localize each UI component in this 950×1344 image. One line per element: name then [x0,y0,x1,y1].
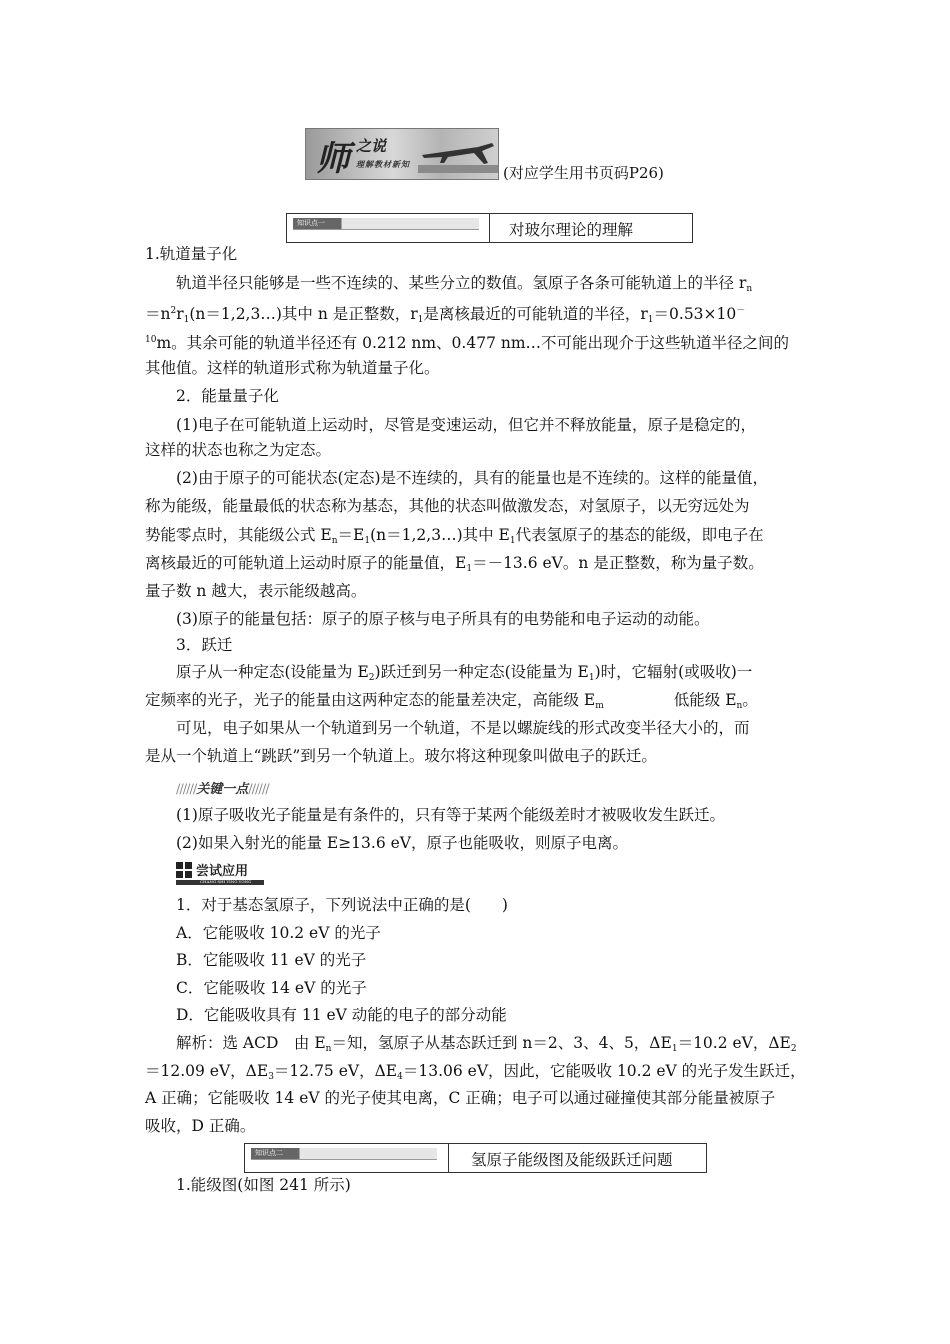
option-a: A．它能吸收 10.2 eV 的光子 [176,924,381,942]
paragraph-line: 定频率的光子，光子的能量由这两种定态的能量差决定，高能级 $E_m$ 低能级 $E_n$。 [145,691,758,711]
key-point-line: (2)如果入射光的能量 E≥13.6 eV，原子也能吸收，则原子电离。 [176,834,628,852]
paragraph-line: 轨道半径只能够是一些不连续的、某些分立的数值。氢原子各条可能轨道上的半径 $r_n$ [176,274,753,294]
grid-icon [176,862,192,878]
paragraph-line: 原子从一种定态(设能量为 $E_2$)跃迁到另一种定态(设能量为 $E_1$)时，它辐射(或吸收)一 [176,663,753,683]
paragraph-line: 是从一个轨道上“跳跃”到另一个轨道上。玻尔将这种现象叫做电子的跃迁。 [145,747,657,765]
banner-title: 之说 [356,137,387,155]
answer-line: A 正确；它能吸收 14 eV 的光子使其电离，C 正确；电子可以通过碰撞使其部分能量被原子 [145,1089,776,1107]
key-point-label: //////关键一点////// [176,782,269,797]
paragraph-line: (3)原子的能量包括：原子的原子核与电子所具有的电势能和电子运动的动能。 [176,610,710,628]
answer-line: 解析：选 ACD 由 $E_n=$知，氢原子从基态跃迁到 n＝2、3、4、5，$\Delta E_1=10.2$ eV，$\Delta E_2$ [176,1034,797,1054]
banner-subtitle: 理解教材新知 [356,159,410,169]
heading-energy-quantization: 2．能量量子化 [176,387,279,405]
knowledge-point-box-2 [244,1143,707,1173]
heading-transition: 3．跃迁 [176,636,233,654]
paragraph-line: 可见，电子如果从一个轨道到另一个轨道，不是以螺旋线的形式改变半径大小的，而 [176,719,750,737]
paragraph-line: $=n^2r_1(n=1,2,3\dots)$其中 n 是正整数，$r_1$是离核最近的可能轨道的半径，$r_1=0.53\times 10^-$ [145,305,746,325]
paragraph-line: 这样的状态也称之为定态。 [145,441,332,459]
question-stem: 1．对于基态氢原子，下列说法中正确的是( ) [176,896,508,914]
paragraph-line: 量子数 n 越大，表示能级越高。 [145,582,367,600]
option-b: B．它能吸收 11 eV 的光子 [176,951,367,969]
banner-big-char: 师 [316,139,350,179]
airplane-icon [418,133,498,173]
paragraph-line: 其他值。这样的轨道形式称为轨道量子化。 [145,359,440,377]
answer-line: 吸收，D 正确。 [145,1117,256,1135]
paragraph-line: (1)电子在可能轨道上运动时，尽管是变速运动，但它并不释放能量，原子是稳定的， [176,416,756,434]
paragraph-line: 称为能级，能量最低的状态称为基态，其他的状态叫做激发态，对氢原子，以无穷远处为 [145,497,750,515]
answer-line: ＝12.09 eV，$\Delta E_3=12.75$ eV，$\Delta E_4=13.06$ eV，因此，它能吸收 10.2 eV 的光子发生跃迁， [145,1062,806,1082]
option-d: D．它能吸收具有 11 eV 动能的电子的部分动能 [176,1006,507,1024]
paragraph-line: (2)由于原子的可能状态(定态)是不连续的，具有的能量也是不连续的。这样的能量值， [176,469,769,487]
heading-orbit-quantization: 1.轨道量子化 [145,245,238,263]
section-banner [305,128,499,180]
page-reference: (对应学生用书页码P26) [503,164,664,182]
paragraph-line: 势能零点时，其能级公式 $E_n=E_1(n=1,2,3\dots)$其中 $E_1$代表氢原子的基态的能级，即电子在 [145,526,764,546]
key-point-line: (1)原子吸收光子能量是有条件的，只有等于某两个能级差时才被吸收发生跃迁。 [176,806,725,824]
try-application-label: 尝试应用 CHANG SHI YING YONG [176,860,266,888]
knowledge-tag-2: 知识点二 [251,1148,437,1160]
heading-energy-level-diagram: 1.能级图(如图 241 所示) [176,1176,351,1194]
section-title-2: 氢原子能级图及能级跃迁问题 [471,1151,673,1169]
knowledge-point-box-1 [286,213,693,243]
option-c: C．它能吸收 14 eV 的光子 [176,979,367,997]
knowledge-tag-1: 知识点一 [293,218,479,230]
paragraph-line: $^{10}$m。其余可能的轨道半径还有 0.212 nm、0.477 nm…不可能出现介于这些轨道半径之间的 [145,334,790,352]
section-title-1: 对玻尔理论的理解 [509,221,634,239]
paragraph-line: 离核最近的可能轨道上运动时原子的能量值，$E_1=-13.6$ eV。n 是正整数，称为量子数。 [145,554,764,574]
